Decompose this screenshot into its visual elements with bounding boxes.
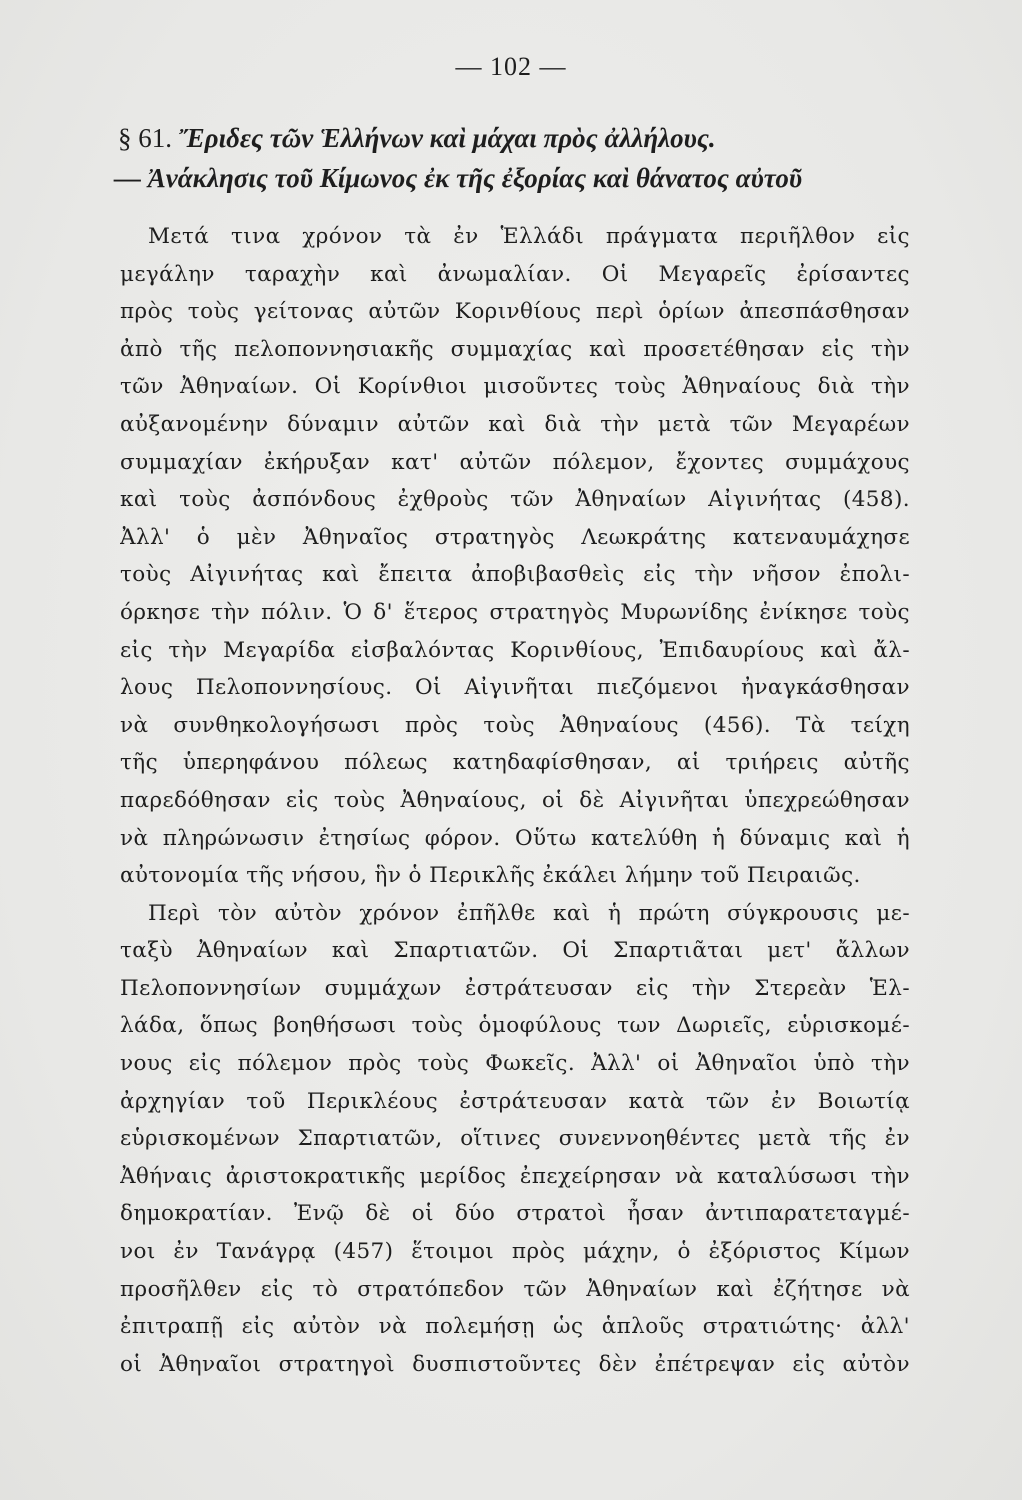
section-number: § 61. (118, 123, 179, 153)
body-text (120, 218, 910, 1383)
text-line: αὐτονομία τῆς νήσου, ἣν ὁ Περικλῆς ἐκάλει λήμην τοῦ Πειραιῶς. (120, 863, 861, 889)
text-line: ταξὺ Ἀθηναίων καὶ Σπαρτιατῶν. Οἱ Σπαρτιᾶται μετ' ἄλλων (120, 938, 910, 964)
page-number: — 102 — (455, 52, 567, 81)
text-line: τοὺς Αἰγινήτας καὶ ἔπειτα ἀποβιβασθεὶς εἰς τὴν νῆσον ἐπολι- (120, 562, 910, 588)
text-line: μεγάλην ταραχὴν καὶ ἀνωμαλίαν. Οἱ Μεγαρεῖς ἐρίσαντες (120, 261, 910, 287)
text-line: Ἀθήναις ἀριστοκρατικῆς μερίδος ἐπεχείρησαν νὰ καταλύσωσι τὴν (120, 1163, 910, 1189)
text-line: τῆς ὑπερηφάνου πόλεως κατηδαφίσθησαν, αἱ τριήρεις αὐτῆς (120, 750, 910, 776)
text-line: λους Πελοποννησίους. Οἱ Αἰγινῆται πιεζόμενοι ἠναγκάσθησαν (120, 675, 910, 701)
text-line: λάδα, ὅπως βοηθήσωσι τοὺς ὁμοφύλους των Δωριεῖς, εὑρισκομέ- (120, 1013, 910, 1039)
section-heading (114, 118, 938, 198)
text-line: πρὸς τοὺς γείτονας αὐτῶν Κορινθίους περὶ ὁρίων ἀπεσπάσθησαν (120, 299, 910, 325)
text-line: τῶν Ἀθηναίων. Οἱ Κορίνθιοι μισοῦντες τοὺς Ἀθηναίους διὰ τὴν (120, 374, 910, 400)
text-line: Περὶ τὸν αὐτὸν χρόνον ἐπῆλθε καὶ ἡ πρώτη σύγκρουσις με- (148, 900, 910, 926)
text-line: οἱ Ἀθηναῖοι στρατηγοὶ δυσπιστοῦντες δὲν ἐπέτρεψαν εἰς αὐτὸν (120, 1351, 910, 1377)
text-line: αὐξανομένην δύναμιν αὐτῶν καὶ διὰ τὴν μετὰ τῶν Μεγαρέων (120, 411, 910, 437)
text-line: ἀπὸ τῆς πελοποννησιακῆς συμμαχίας καὶ προσετέθησαν εἰς τὴν (120, 336, 910, 362)
text-line: νους εἰς πόλεμον πρὸς τοὺς Φωκεῖς. Ἀλλ' οἱ Ἀθηναῖοι ὑπὸ τὴν (120, 1051, 910, 1077)
section-title: Ἔριδες τῶν Ἑλλήνων καὶ μάχαι πρὸς ἀλλήλους. (178, 123, 716, 153)
text-line: Πελοποννησίων συμμάχων ἐστράτευσαν εἰς τὴν Στερεὰν Ἑλ- (120, 975, 910, 1001)
section-heading-line-1 (118, 118, 938, 158)
text-line: εὑρισκομένων Σπαρτιατῶν, οἵτινες συνεννοηθέντες μετὰ τῆς ἐν (120, 1126, 910, 1152)
text-line: όρκησε τὴν πόλιν. Ὁ δ' ἕτερος στρατηγὸς Μυρωνίδης ἐνίκησε τοὺς (120, 599, 910, 625)
text-line: νὰ συνθηκολογήσωσι πρὸς τοὺς Ἀθηναίους (456). Τὰ τείχη (120, 712, 910, 738)
text-line: νὰ πληρώνωσιν ἐτησίως φόρον. Οὕτω κατελύθη ἡ δύναμις καὶ ἡ (120, 825, 910, 851)
text-line: δημοκρατίαν. Ἐνῷ δὲ οἱ δύο στρατοὶ ἦσαν ἀντιπαρατεταγμέ- (120, 1201, 910, 1227)
text-line: Ἀλλ' ὁ μὲν Ἀθηναῖος στρατηγὸς Λεωκράτης κατεναυμάχησε (120, 524, 910, 550)
section-subtitle: — Ἀνάκλησις τοῦ Κίμωνος ἐκ τῆς ἐξορίας καὶ θάνατος αὐτοῦ (114, 163, 803, 193)
text-line: ἐπιτραπῇ εἰς αὐτὸν νὰ πολεμήσῃ ὡς ἁπλοῦς στρατιώτης· ἀλλ' (120, 1314, 910, 1340)
text-line: νοι ἐν Τανάγρᾳ (457) ἕτοιμοι πρὸς μάχην, ὁ ἐξόριστος Κίμων (120, 1239, 910, 1265)
text-line: καὶ τοὺς ἀσπόνδους ἐχθροὺς τῶν Ἀθηναίων Αἰγινήτας (458). (120, 487, 910, 513)
text-line: προσῆλθεν εἰς τὸ στρατόπεδον τῶν Ἀθηναίων καὶ ἐζήτησε νὰ (120, 1276, 910, 1302)
text-line: Μετά τινα χρόνον τὰ ἐν Ἑλλάδι πράγματα περιῆλθον εἰς (148, 224, 910, 249)
text-line: συμμαχίαν ἐκήρυξαν κατ' αὐτῶν πόλεμον, ἔχοντες συμμάχους (120, 449, 910, 475)
text-line: εἰς τὴν Μεγαρίδα εἰσβαλόντας Κορινθίους, Ἐπιδαυρίους καὶ ἄλ- (120, 637, 910, 663)
text-line: παρεδόθησαν εἰς τοὺς Ἀθηναίους, οἱ δὲ Αἰγινῆται ὑπεχρεώθησαν (120, 787, 910, 813)
text-line: ἀρχηγίαν τοῦ Περικλέους ἐστράτευσαν κατὰ τῶν ἐν Βοιωτίᾳ (120, 1088, 910, 1114)
